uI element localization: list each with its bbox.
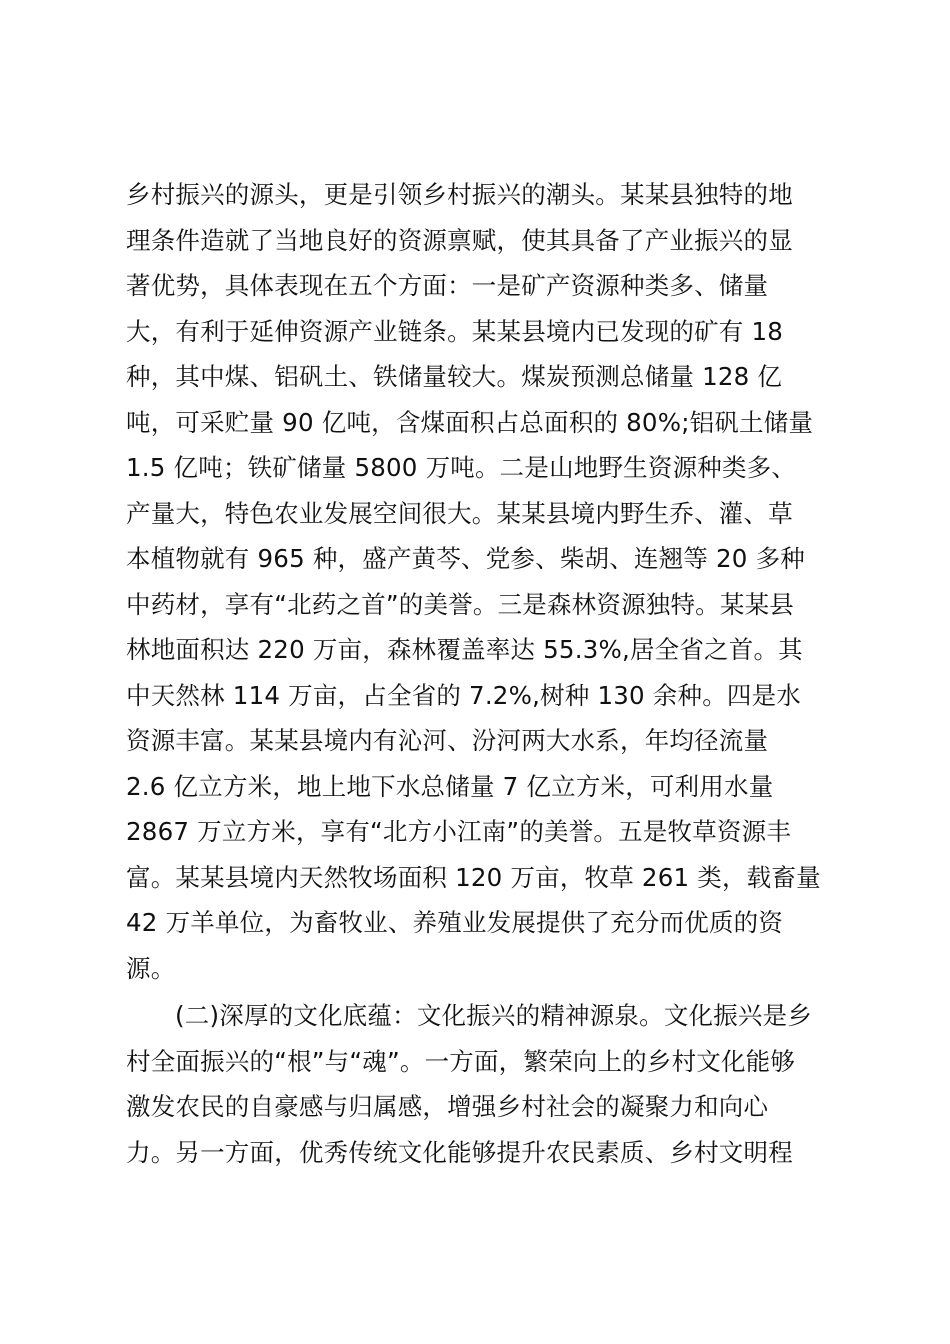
text-line: 吨，可采贮量 90 亿吨，含煤面积占总面积的 80%;铝矾土储量 bbox=[126, 407, 814, 437]
text-line: 42 万羊单位，为畜牧业、养殖业发展提供了充分而优质的资 bbox=[126, 908, 784, 937]
text-line: 村全面振兴的“根”与“魂”。一方面，繁荣向上的乡村文化能够 bbox=[126, 1046, 796, 1076]
text-line: 力。另一方面，优秀传统文化能够提升农民素质、乡村文明程 bbox=[126, 1137, 793, 1167]
text-line: 大，有利于延伸资源产业链条。某某县境内已发现的矿有 18 bbox=[126, 316, 784, 346]
text-line: 乡村振兴的源头，更是引领乡村振兴的潮头。某某县独特的地 bbox=[126, 180, 793, 209]
text-line: (二)深厚的文化底蕴：文化振兴的精神源泉。文化振兴是乡 bbox=[175, 1001, 813, 1030]
paragraph-resources bbox=[126, 172, 846, 991]
text-line: 理条件造就了当地良好的资源禀赋，使其具备了产业振兴的显 bbox=[126, 225, 793, 255]
text-line: 种，其中煤、铝矾土、铁储量较大。煤炭预测总储量 128 亿 bbox=[126, 362, 783, 391]
text-line: 激发农民的自豪感与归属感，增强乡村社会的凝聚力和向心 bbox=[126, 1092, 769, 1121]
text-line: 源。 bbox=[126, 953, 176, 983]
text-line: 林地面积达 220 万亩，森林覆盖率达 55.3%,居全省之首。其 bbox=[126, 635, 803, 664]
text-line: 2.6 亿立方米，地上地下水总储量 7 亿立方米，可利用水量 bbox=[126, 771, 774, 801]
text-line: 著优势，具体表现在五个方面：一是矿产资源种类多、储量 bbox=[126, 271, 769, 300]
paragraph-culture bbox=[126, 993, 846, 1175]
text-line: 中药材，享有“北药之首”的美誉。三是森林资源独特。某某县 bbox=[126, 589, 794, 619]
text-line: 中天然林 114 万亩，占全省的 7.2%,树种 130 余种。四是水 bbox=[126, 680, 801, 710]
body-text bbox=[126, 172, 846, 1175]
text-line: 资源丰富。某某县境内有沁河、汾河两大水系，年均径流量 bbox=[126, 726, 769, 755]
text-line: 1.5 亿吨；铁矿储量 5800 万吨。二是山地野生资源种类多、 bbox=[126, 453, 797, 482]
text-line: 本植物就有 965 种，盛产黄芩、党参、柴胡、连翘等 20 多种 bbox=[126, 544, 805, 573]
text-line: 产量大，特色农业发展空间很大。某某县境内野生乔、灌、草 bbox=[126, 498, 793, 528]
text-line: 2867 万立方米，享有“北方小江南”的美誉。五是牧草资源丰 bbox=[126, 817, 792, 846]
text-line: 富。某某县境内天然牧场面积 120 万亩，牧草 261 类，载畜量 bbox=[126, 862, 821, 892]
